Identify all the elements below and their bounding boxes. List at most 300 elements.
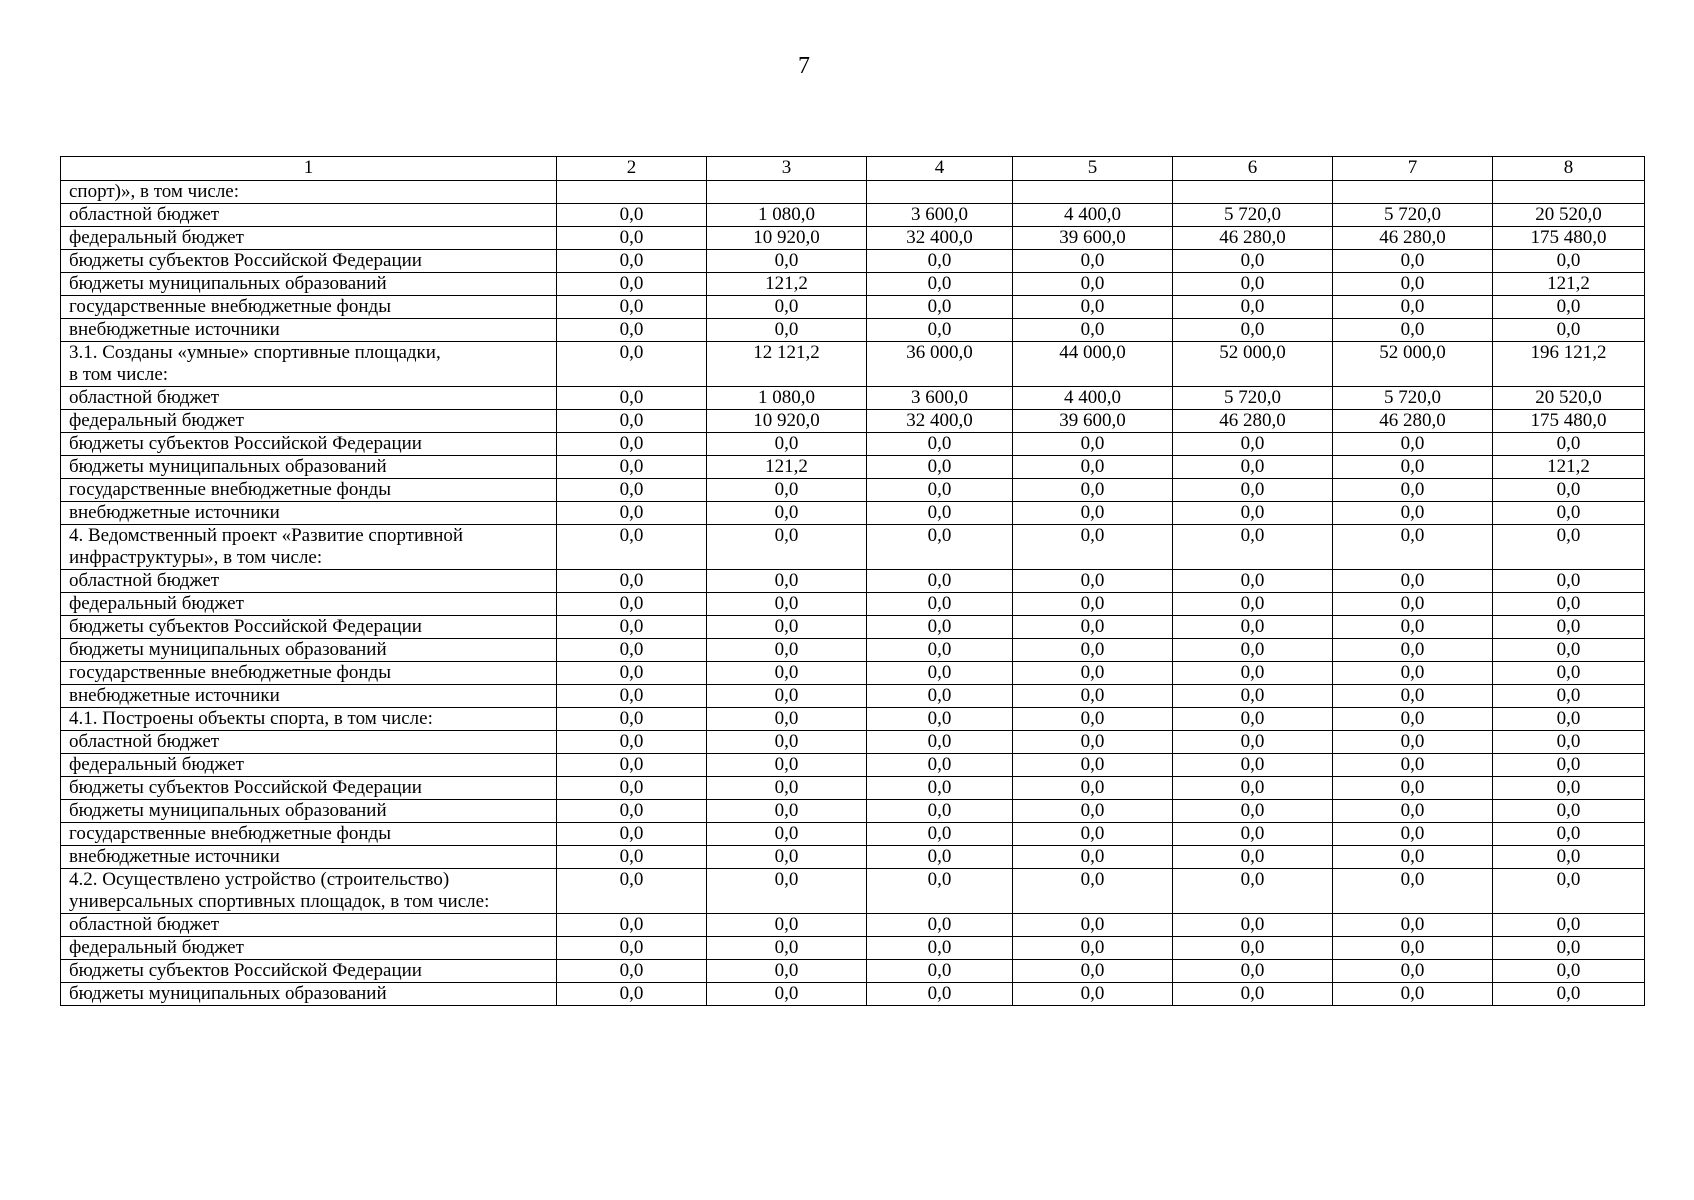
value-cell: 20 520,0 xyxy=(1493,387,1645,410)
value-cell: 0,0 xyxy=(1013,777,1173,800)
row-label: 4.1. Построены объекты спорта, в том числе: xyxy=(61,708,557,731)
value-cell: 0,0 xyxy=(557,616,707,639)
value-cell: 0,0 xyxy=(707,685,867,708)
value-cell: 0,0 xyxy=(867,456,1013,479)
value-cell: 0,0 xyxy=(1013,846,1173,869)
value-cell: 0,0 xyxy=(557,639,707,662)
value-cell: 52 000,0 xyxy=(1333,342,1493,387)
row-label: федеральный бюджет xyxy=(61,410,557,433)
column-header: 4 xyxy=(867,157,1013,181)
value-cell: 0,0 xyxy=(707,731,867,754)
value-cell: 0,0 xyxy=(867,525,1013,570)
value-cell: 0,0 xyxy=(557,823,707,846)
value-cell: 0,0 xyxy=(867,983,1013,1006)
table-row xyxy=(61,181,1645,204)
value-cell: 10 920,0 xyxy=(707,227,867,250)
row-label: внебюджетные источники xyxy=(61,319,557,342)
row-label: федеральный бюджет xyxy=(61,937,557,960)
row-label: внебюджетные источники xyxy=(61,846,557,869)
value-cell: 0,0 xyxy=(1013,250,1173,273)
value-cell xyxy=(867,181,1013,204)
value-cell: 0,0 xyxy=(1013,685,1173,708)
value-cell: 0,0 xyxy=(1333,570,1493,593)
budget-table xyxy=(60,156,1645,1006)
value-cell: 0,0 xyxy=(1173,983,1333,1006)
column-header: 5 xyxy=(1013,157,1173,181)
value-cell: 0,0 xyxy=(1173,639,1333,662)
value-cell: 20 520,0 xyxy=(1493,204,1645,227)
value-cell: 0,0 xyxy=(867,708,1013,731)
value-cell: 0,0 xyxy=(867,754,1013,777)
value-cell: 0,0 xyxy=(1013,479,1173,502)
value-cell: 0,0 xyxy=(1013,708,1173,731)
value-cell: 0,0 xyxy=(1173,456,1333,479)
value-cell: 0,0 xyxy=(557,777,707,800)
value-cell: 0,0 xyxy=(1333,960,1493,983)
value-cell: 0,0 xyxy=(1333,914,1493,937)
value-cell: 0,0 xyxy=(1333,800,1493,823)
value-cell: 0,0 xyxy=(1493,662,1645,685)
value-cell: 0,0 xyxy=(1013,983,1173,1006)
row-label: бюджеты субъектов Российской Федерации xyxy=(61,616,557,639)
value-cell: 196 121,2 xyxy=(1493,342,1645,387)
value-cell: 0,0 xyxy=(867,960,1013,983)
value-cell: 121,2 xyxy=(1493,273,1645,296)
page-number: 7 xyxy=(798,53,810,79)
row-label: бюджеты муниципальных образований xyxy=(61,800,557,823)
value-cell: 0,0 xyxy=(867,433,1013,456)
value-cell: 0,0 xyxy=(867,846,1013,869)
value-cell: 0,0 xyxy=(557,250,707,273)
value-cell: 0,0 xyxy=(1013,456,1173,479)
value-cell: 0,0 xyxy=(557,914,707,937)
table-row xyxy=(61,914,1645,937)
value-cell: 0,0 xyxy=(1173,616,1333,639)
table-row xyxy=(61,823,1645,846)
value-cell: 0,0 xyxy=(557,800,707,823)
row-label: областной бюджет xyxy=(61,914,557,937)
value-cell: 32 400,0 xyxy=(867,227,1013,250)
value-cell: 0,0 xyxy=(867,502,1013,525)
value-cell: 0,0 xyxy=(1493,685,1645,708)
value-cell: 1 080,0 xyxy=(707,204,867,227)
value-cell: 0,0 xyxy=(867,800,1013,823)
value-cell: 0,0 xyxy=(557,869,707,914)
value-cell: 0,0 xyxy=(1173,662,1333,685)
value-cell: 0,0 xyxy=(1173,777,1333,800)
value-cell: 0,0 xyxy=(707,593,867,616)
row-label: областной бюджет xyxy=(61,387,557,410)
value-cell: 0,0 xyxy=(557,983,707,1006)
value-cell: 10 920,0 xyxy=(707,410,867,433)
value-cell: 0,0 xyxy=(707,525,867,570)
value-cell: 175 480,0 xyxy=(1493,410,1645,433)
value-cell xyxy=(1493,181,1645,204)
value-cell: 0,0 xyxy=(557,525,707,570)
table-row xyxy=(61,296,1645,319)
value-cell: 0,0 xyxy=(1173,250,1333,273)
value-cell: 0,0 xyxy=(1493,983,1645,1006)
value-cell: 0,0 xyxy=(1173,914,1333,937)
value-cell: 0,0 xyxy=(707,777,867,800)
value-cell: 0,0 xyxy=(867,685,1013,708)
value-cell: 0,0 xyxy=(1173,823,1333,846)
value-cell: 0,0 xyxy=(707,296,867,319)
value-cell: 0,0 xyxy=(1493,593,1645,616)
column-header: 8 xyxy=(1493,157,1645,181)
value-cell: 0,0 xyxy=(1493,823,1645,846)
value-cell: 0,0 xyxy=(1493,433,1645,456)
table-row xyxy=(61,250,1645,273)
value-cell: 0,0 xyxy=(1333,685,1493,708)
value-cell: 0,0 xyxy=(867,731,1013,754)
value-cell: 39 600,0 xyxy=(1013,410,1173,433)
value-cell: 0,0 xyxy=(1013,937,1173,960)
value-cell: 0,0 xyxy=(1493,914,1645,937)
value-cell: 0,0 xyxy=(707,662,867,685)
value-cell: 0,0 xyxy=(557,685,707,708)
value-cell: 0,0 xyxy=(1173,593,1333,616)
value-cell: 0,0 xyxy=(867,296,1013,319)
value-cell: 0,0 xyxy=(1013,616,1173,639)
value-cell: 0,0 xyxy=(707,983,867,1006)
value-cell: 52 000,0 xyxy=(1173,342,1333,387)
value-cell: 0,0 xyxy=(1493,250,1645,273)
value-cell: 0,0 xyxy=(1333,846,1493,869)
value-cell: 0,0 xyxy=(1173,731,1333,754)
column-header: 2 xyxy=(557,157,707,181)
value-cell: 0,0 xyxy=(1493,296,1645,319)
table-row xyxy=(61,846,1645,869)
table-row xyxy=(61,983,1645,1006)
value-cell: 0,0 xyxy=(1333,479,1493,502)
value-cell: 0,0 xyxy=(1333,273,1493,296)
value-cell: 0,0 xyxy=(1333,937,1493,960)
table-row xyxy=(61,662,1645,685)
value-cell: 0,0 xyxy=(707,616,867,639)
value-cell: 0,0 xyxy=(1013,319,1173,342)
row-label: государственные внебюджетные фонды xyxy=(61,296,557,319)
row-label: бюджеты муниципальных образований xyxy=(61,639,557,662)
value-cell: 0,0 xyxy=(1493,777,1645,800)
value-cell: 0,0 xyxy=(1013,639,1173,662)
table-row xyxy=(61,639,1645,662)
table-row xyxy=(61,708,1645,731)
value-cell: 0,0 xyxy=(557,273,707,296)
value-cell xyxy=(557,181,707,204)
column-header: 7 xyxy=(1333,157,1493,181)
value-cell: 0,0 xyxy=(867,662,1013,685)
column-header: 1 xyxy=(61,157,557,181)
value-cell: 32 400,0 xyxy=(867,410,1013,433)
value-cell: 0,0 xyxy=(1173,869,1333,914)
table-row xyxy=(61,342,1645,387)
value-cell: 46 280,0 xyxy=(1333,410,1493,433)
value-cell: 0,0 xyxy=(707,869,867,914)
value-cell: 0,0 xyxy=(1333,777,1493,800)
value-cell: 0,0 xyxy=(1013,731,1173,754)
value-cell: 121,2 xyxy=(1493,456,1645,479)
value-cell: 0,0 xyxy=(867,273,1013,296)
row-label: государственные внебюджетные фонды xyxy=(61,662,557,685)
value-cell: 0,0 xyxy=(1173,846,1333,869)
value-cell: 0,0 xyxy=(557,227,707,250)
value-cell: 5 720,0 xyxy=(1173,204,1333,227)
value-cell: 0,0 xyxy=(1013,502,1173,525)
value-cell: 0,0 xyxy=(1173,754,1333,777)
table-row xyxy=(61,570,1645,593)
value-cell: 0,0 xyxy=(867,777,1013,800)
value-cell: 0,0 xyxy=(707,914,867,937)
table-row xyxy=(61,937,1645,960)
value-cell: 0,0 xyxy=(707,433,867,456)
row-label: федеральный бюджет xyxy=(61,593,557,616)
value-cell: 0,0 xyxy=(707,502,867,525)
value-cell: 0,0 xyxy=(557,960,707,983)
value-cell: 0,0 xyxy=(867,869,1013,914)
value-cell: 0,0 xyxy=(557,342,707,387)
value-cell: 0,0 xyxy=(557,754,707,777)
value-cell: 0,0 xyxy=(1173,479,1333,502)
value-cell: 0,0 xyxy=(1173,570,1333,593)
value-cell: 0,0 xyxy=(1493,479,1645,502)
row-label: бюджеты субъектов Российской Федерации xyxy=(61,433,557,456)
value-cell: 46 280,0 xyxy=(1333,227,1493,250)
value-cell: 0,0 xyxy=(557,410,707,433)
value-cell: 0,0 xyxy=(867,937,1013,960)
row-label: федеральный бюджет xyxy=(61,754,557,777)
value-cell: 0,0 xyxy=(557,570,707,593)
row-label: внебюджетные источники xyxy=(61,685,557,708)
value-cell: 0,0 xyxy=(867,639,1013,662)
value-cell: 44 000,0 xyxy=(1013,342,1173,387)
value-cell: 0,0 xyxy=(1493,754,1645,777)
value-cell: 0,0 xyxy=(1493,570,1645,593)
row-label: 3.1. Созданы «умные» спортивные площадки, в том числе: xyxy=(61,342,557,387)
value-cell: 0,0 xyxy=(1173,319,1333,342)
value-cell: 5 720,0 xyxy=(1333,204,1493,227)
table-row xyxy=(61,777,1645,800)
value-cell: 0,0 xyxy=(557,296,707,319)
value-cell: 0,0 xyxy=(557,593,707,616)
value-cell: 0,0 xyxy=(1333,456,1493,479)
value-cell: 0,0 xyxy=(1493,960,1645,983)
table-row xyxy=(61,593,1645,616)
value-cell: 0,0 xyxy=(1013,570,1173,593)
value-cell: 0,0 xyxy=(867,570,1013,593)
value-cell xyxy=(1013,181,1173,204)
table-row xyxy=(61,754,1645,777)
row-label: спорт)», в том числе: xyxy=(61,181,557,204)
value-cell: 36 000,0 xyxy=(867,342,1013,387)
row-label: внебюджетные источники xyxy=(61,502,557,525)
row-label: 4. Ведомственный проект «Развитие спортивной инфраструктуры», в том числе: xyxy=(61,525,557,570)
value-cell: 0,0 xyxy=(1493,639,1645,662)
value-cell: 0,0 xyxy=(1493,869,1645,914)
value-cell: 0,0 xyxy=(707,639,867,662)
value-cell: 0,0 xyxy=(557,456,707,479)
value-cell: 0,0 xyxy=(1333,502,1493,525)
value-cell: 0,0 xyxy=(707,800,867,823)
table-row xyxy=(61,800,1645,823)
value-cell: 0,0 xyxy=(557,708,707,731)
table-row xyxy=(61,319,1645,342)
value-cell: 0,0 xyxy=(1493,937,1645,960)
value-cell: 175 480,0 xyxy=(1493,227,1645,250)
value-cell: 0,0 xyxy=(867,616,1013,639)
value-cell: 0,0 xyxy=(707,319,867,342)
value-cell: 0,0 xyxy=(867,823,1013,846)
value-cell: 0,0 xyxy=(1173,433,1333,456)
value-cell xyxy=(707,181,867,204)
value-cell: 0,0 xyxy=(1173,685,1333,708)
value-cell: 121,2 xyxy=(707,456,867,479)
value-cell: 0,0 xyxy=(1333,525,1493,570)
column-header: 3 xyxy=(707,157,867,181)
value-cell: 0,0 xyxy=(1013,914,1173,937)
row-label: бюджеты субъектов Российской Федерации xyxy=(61,250,557,273)
value-cell: 0,0 xyxy=(1013,754,1173,777)
value-cell: 0,0 xyxy=(1333,616,1493,639)
row-label: бюджеты муниципальных образований xyxy=(61,983,557,1006)
value-cell: 0,0 xyxy=(557,731,707,754)
value-cell: 0,0 xyxy=(1173,273,1333,296)
value-cell: 4 400,0 xyxy=(1013,204,1173,227)
value-cell: 0,0 xyxy=(1333,662,1493,685)
value-cell: 0,0 xyxy=(557,387,707,410)
row-label: федеральный бюджет xyxy=(61,227,557,250)
table-row xyxy=(61,479,1645,502)
value-cell: 0,0 xyxy=(1333,869,1493,914)
value-cell: 0,0 xyxy=(707,479,867,502)
value-cell: 0,0 xyxy=(1013,433,1173,456)
value-cell: 0,0 xyxy=(1013,662,1173,685)
row-label: бюджеты субъектов Российской Федерации xyxy=(61,960,557,983)
value-cell: 0,0 xyxy=(557,479,707,502)
table-row xyxy=(61,456,1645,479)
value-cell: 0,0 xyxy=(1333,296,1493,319)
table-row xyxy=(61,204,1645,227)
value-cell: 0,0 xyxy=(1333,319,1493,342)
value-cell: 4 400,0 xyxy=(1013,387,1173,410)
value-cell: 0,0 xyxy=(1333,593,1493,616)
value-cell: 0,0 xyxy=(1333,823,1493,846)
table-row xyxy=(61,869,1645,914)
row-label: областной бюджет xyxy=(61,731,557,754)
value-cell: 39 600,0 xyxy=(1013,227,1173,250)
table-row xyxy=(61,685,1645,708)
row-label: 4.2. Осуществлено устройство (строительство) универсальных спортивных площадок, в том числе: xyxy=(61,869,557,914)
table-row xyxy=(61,731,1645,754)
value-cell: 46 280,0 xyxy=(1173,410,1333,433)
value-cell: 0,0 xyxy=(1173,502,1333,525)
value-cell: 0,0 xyxy=(707,708,867,731)
value-cell: 0,0 xyxy=(1173,296,1333,319)
value-cell: 0,0 xyxy=(557,502,707,525)
value-cell: 0,0 xyxy=(1013,296,1173,319)
table-row xyxy=(61,525,1645,570)
value-cell: 0,0 xyxy=(1173,525,1333,570)
row-label: государственные внебюджетные фонды xyxy=(61,479,557,502)
value-cell: 12 121,2 xyxy=(707,342,867,387)
value-cell: 0,0 xyxy=(1333,639,1493,662)
value-cell: 0,0 xyxy=(1333,754,1493,777)
value-cell: 0,0 xyxy=(867,914,1013,937)
table-row xyxy=(61,387,1645,410)
value-cell: 0,0 xyxy=(1493,708,1645,731)
value-cell: 0,0 xyxy=(1173,960,1333,983)
value-cell: 0,0 xyxy=(1013,593,1173,616)
value-cell: 0,0 xyxy=(1333,433,1493,456)
value-cell: 0,0 xyxy=(707,846,867,869)
header-row xyxy=(61,157,1645,181)
table-row xyxy=(61,273,1645,296)
value-cell: 0,0 xyxy=(1013,273,1173,296)
value-cell: 0,0 xyxy=(1173,800,1333,823)
value-cell: 0,0 xyxy=(1173,937,1333,960)
value-cell: 0,0 xyxy=(1333,731,1493,754)
value-cell: 0,0 xyxy=(1173,708,1333,731)
table-row xyxy=(61,227,1645,250)
value-cell: 0,0 xyxy=(1493,846,1645,869)
value-cell: 0,0 xyxy=(557,937,707,960)
row-label: бюджеты субъектов Российской Федерации xyxy=(61,777,557,800)
value-cell: 0,0 xyxy=(557,433,707,456)
table-row xyxy=(61,960,1645,983)
row-label: государственные внебюджетные фонды xyxy=(61,823,557,846)
value-cell: 0,0 xyxy=(707,960,867,983)
row-label: областной бюджет xyxy=(61,570,557,593)
value-cell: 0,0 xyxy=(1493,800,1645,823)
value-cell: 0,0 xyxy=(557,204,707,227)
value-cell: 0,0 xyxy=(707,570,867,593)
column-header: 6 xyxy=(1173,157,1333,181)
value-cell: 5 720,0 xyxy=(1333,387,1493,410)
value-cell: 0,0 xyxy=(557,662,707,685)
value-cell: 0,0 xyxy=(1013,869,1173,914)
value-cell: 0,0 xyxy=(867,593,1013,616)
value-cell xyxy=(1173,181,1333,204)
value-cell: 3 600,0 xyxy=(867,387,1013,410)
value-cell: 0,0 xyxy=(557,319,707,342)
value-cell: 0,0 xyxy=(1333,250,1493,273)
value-cell: 0,0 xyxy=(1493,616,1645,639)
value-cell: 0,0 xyxy=(867,250,1013,273)
value-cell: 0,0 xyxy=(1013,525,1173,570)
value-cell xyxy=(1333,181,1493,204)
value-cell: 0,0 xyxy=(557,846,707,869)
value-cell: 0,0 xyxy=(1493,502,1645,525)
table-row xyxy=(61,433,1645,456)
table-row xyxy=(61,410,1645,433)
value-cell: 0,0 xyxy=(1493,319,1645,342)
value-cell: 3 600,0 xyxy=(867,204,1013,227)
value-cell: 0,0 xyxy=(1013,800,1173,823)
row-label: бюджеты муниципальных образований xyxy=(61,456,557,479)
value-cell: 0,0 xyxy=(707,937,867,960)
row-label: бюджеты муниципальных образований xyxy=(61,273,557,296)
value-cell: 0,0 xyxy=(867,319,1013,342)
value-cell: 5 720,0 xyxy=(1173,387,1333,410)
row-label: областной бюджет xyxy=(61,204,557,227)
value-cell: 0,0 xyxy=(1493,731,1645,754)
value-cell: 0,0 xyxy=(707,823,867,846)
value-cell: 0,0 xyxy=(1013,960,1173,983)
value-cell: 0,0 xyxy=(1013,823,1173,846)
value-cell: 121,2 xyxy=(707,273,867,296)
value-cell: 0,0 xyxy=(1333,708,1493,731)
value-cell: 1 080,0 xyxy=(707,387,867,410)
